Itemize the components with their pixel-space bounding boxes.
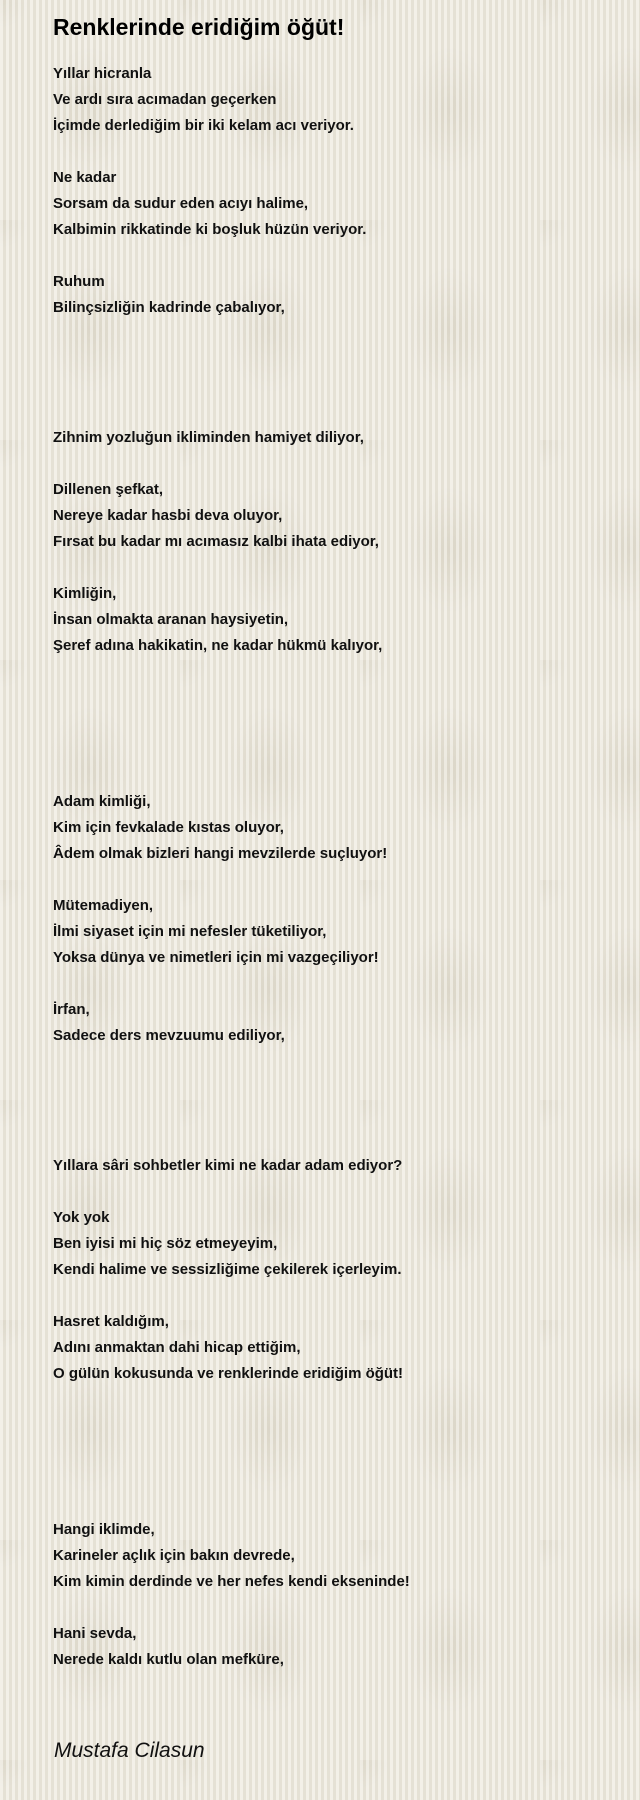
poem-line: Yoksa dünya ve nimetleri için mi vazgeçiliyor! (53, 949, 379, 966)
poem-blank-line (53, 1075, 613, 1101)
poem-line: Hani sevda, (53, 1625, 137, 1642)
poem-line: Nerede kaldı kutlu olan mefküre, (53, 1651, 284, 1668)
poem-body (53, 61, 613, 1673)
poem-blank-line (53, 1465, 613, 1491)
poem-blank-line (53, 1387, 613, 1413)
poem-blank-line (53, 347, 613, 373)
poem-line: Nereye kadar hasbi deva oluyor, (53, 507, 283, 524)
poem-blank-line (53, 1413, 613, 1439)
poem-line: Adını anmaktan dahi hicap ettiğim, (53, 1339, 301, 1356)
poem-line: Hasret kaldığım, (53, 1313, 169, 1330)
poem-blank-line (53, 1595, 613, 1621)
poem-line: Âdem olmak bizleri hangi mevzilerde suçluyor! (53, 845, 388, 862)
poem-blank-line (53, 659, 613, 685)
poem-blank-line (53, 737, 613, 763)
poem-blank-line (53, 867, 613, 893)
poem-line: Ne kadar (53, 169, 117, 186)
poem-line: Kendi halime ve sessizliğime çekilerek içerleyim. (53, 1261, 402, 1278)
poem-line: Yıllara sâri sohbetler kimi ne kadar adam ediyor? (53, 1157, 403, 1174)
poem-blank-line (53, 451, 613, 477)
poem-title: Renklerinde eridiğim öğüt! (53, 14, 345, 40)
poem-author: Mustafa Cilasun (54, 1739, 205, 1762)
poem-blank-line (53, 1491, 613, 1517)
poem-line: Fırsat bu kadar mı acımasız kalbi ihata ediyor, (53, 533, 379, 550)
poem-line: Adam kimliği, (53, 793, 151, 810)
poem-line: Karineler açlık için bakın devrede, (53, 1547, 295, 1564)
poem-line: Ve ardı sıra acımadan geçerken (53, 91, 277, 108)
poem-line: Mütemadiyen, (53, 897, 154, 914)
poem-line: Bilinçsizliğin kadrinde çabalıyor, (53, 299, 285, 316)
poem-line: İrfan, (53, 1001, 90, 1018)
poem-line: Kalbimin rikkatinde ki boşluk hüzün veriyor. (53, 221, 367, 238)
poem-blank-line (53, 399, 613, 425)
poem-blank-line (53, 685, 613, 711)
poem-line: Hangi iklimde, (53, 1521, 155, 1538)
poem-blank-line (53, 139, 613, 165)
poem-page (53, 0, 613, 1673)
poem-blank-line (53, 1179, 613, 1205)
poem-line: Şeref adına hakikatin, ne kadar hükmü kalıyor, (53, 637, 383, 654)
poem-line: Yok yok (53, 1209, 110, 1226)
poem-line: Ben iyisi mi hiç söz etmeyeyim, (53, 1235, 278, 1252)
poem-blank-line (53, 243, 613, 269)
poem-blank-line (53, 373, 613, 399)
poem-blank-line (53, 1439, 613, 1465)
poem-blank-line (53, 1127, 613, 1153)
poem-blank-line (53, 971, 613, 997)
poem-line: Sadece ders mevzuumu ediliyor, (53, 1027, 285, 1044)
poem-line: Dillenen şefkat, (53, 481, 164, 498)
poem-line: İçimde derlediğim bir iki kelam acı veriyor. (53, 117, 354, 134)
poem-blank-line (53, 321, 613, 347)
poem-blank-line (53, 555, 613, 581)
poem-blank-line (53, 763, 613, 789)
poem-blank-line (53, 1283, 613, 1309)
poem-line: Yıllar hicranla (53, 65, 152, 82)
poem-line: Kimliğin, (53, 585, 117, 602)
poem-line: Kim için fevkalade kıstas oluyor, (53, 819, 284, 836)
poem-blank-line (53, 1101, 613, 1127)
poem-line: Kim kimin derdinde ve her nefes kendi ekseninde! (53, 1573, 410, 1590)
poem-line: İlmi siyaset için mi nefesler tüketiliyor, (53, 923, 327, 940)
poem-line: Sorsam da sudur eden acıyı halime, (53, 195, 309, 212)
poem-line: Zihnim yozluğun ikliminden hamiyet diliyor, (53, 429, 364, 446)
poem-line: İnsan olmakta aranan haysiyetin, (53, 611, 289, 628)
poem-line: Ruhum (53, 273, 105, 290)
poem-blank-line (53, 711, 613, 737)
poem-line: O gülün kokusunda ve renklerinde eridiğim öğüt! (53, 1365, 404, 1382)
poem-blank-line (53, 1049, 613, 1075)
